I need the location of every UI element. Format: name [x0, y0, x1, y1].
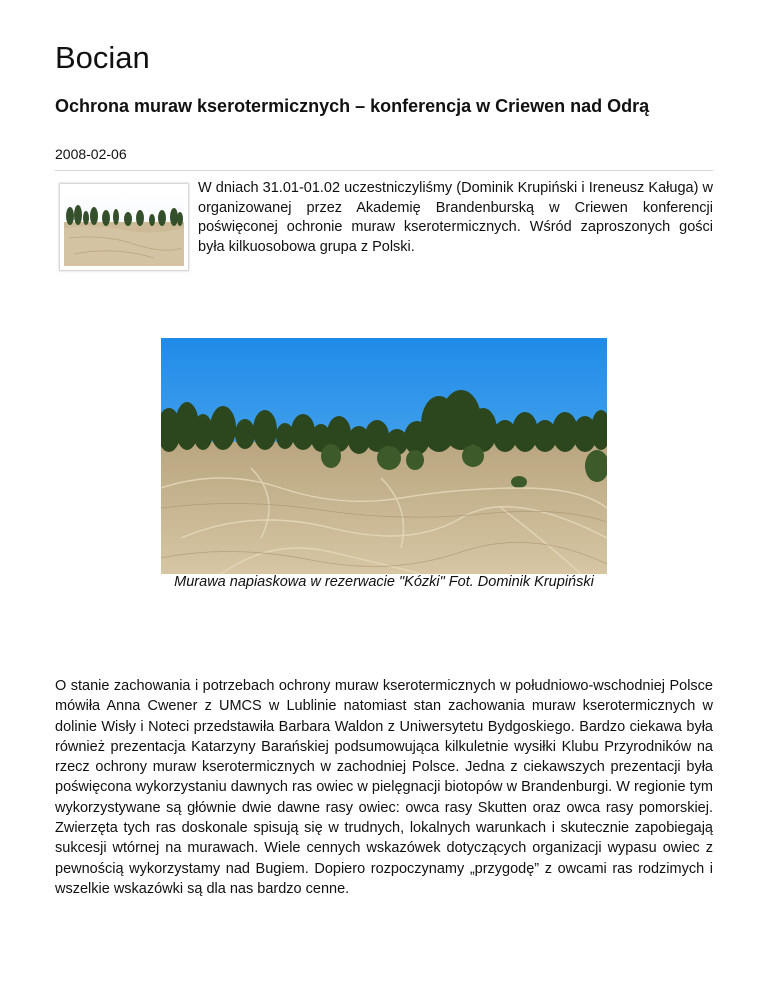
body-paragraph: O stanie zachowania i potrzebach ochrony muraw kserotermicznych w południowo-wschodniej Polsce mówiła Anna Cwener z UMCS w Lublinie natomiast stan zachowania muraw kserotermicznych w dolinie Wisły i Noteci przedstawiła Barbara Waldon z Uniwersytetu Bydgoskiego. Bardzo ciekawa była również prezentacja Katarzyny Barańskiej podsumowująca kilkuletnie wysiłki Klubu Przyrodników na rzecz ochrony muraw kserotermicznych w zachodniej Polsce. Jedna z ciekawszych prezentacji była poświęcona wykorzystaniu dawnych ras owiec w pielęgnacji biotopów w Brandenburgi. W regionie tym wykorzystywane są głównie dwie dawne rasy owiec: owca rasy Skutten oraz owca rasy pomorskiej. Zwierzęta tych ras doskonale spisują się w trudnych, lokalnych warunkach i skutecznie zapobiegają sukcesji wtórnej na murawach. Wiele cennych wskazówek dotyczących organizacji wypasu owiec z pewnością wykorzystamy nad Bugiem. Dopiero rozpoczynamy „przygodę” z owcami ras rodzimych i wszelkie wskazówki są dla nas bardzo cenne.	[55, 678, 713, 897]
article-title[interactable]: Ochrona muraw kserotermicznych – konferencja w Criewen nad Odrą	[55, 96, 650, 116]
intro-paragraph: W dniach 31.01-01.02 uczestniczyliśmy (Dominik Krupiński i Ireneusz Kaługa) w organizowanej przez Akademię Brandenburską w Criewen konferencji poświęconej ochronie muraw kserotermicznych. Wśród zaproszonych gości była kilkuosobowa grupa z Polski.	[198, 180, 713, 255]
thumbnail-image[interactable]	[59, 183, 189, 271]
grassland-photo	[161, 338, 607, 574]
thumbnail-landscape	[64, 188, 184, 266]
article-date: 2008-02-06	[55, 146, 127, 162]
photo-caption: Murawa napiaskowa w rezerwacie "Kózki" Fot. Dominik Krupiński	[174, 574, 594, 590]
main-photo[interactable]	[161, 338, 607, 574]
site-title: Bocian	[55, 40, 150, 75]
divider	[55, 170, 713, 171]
